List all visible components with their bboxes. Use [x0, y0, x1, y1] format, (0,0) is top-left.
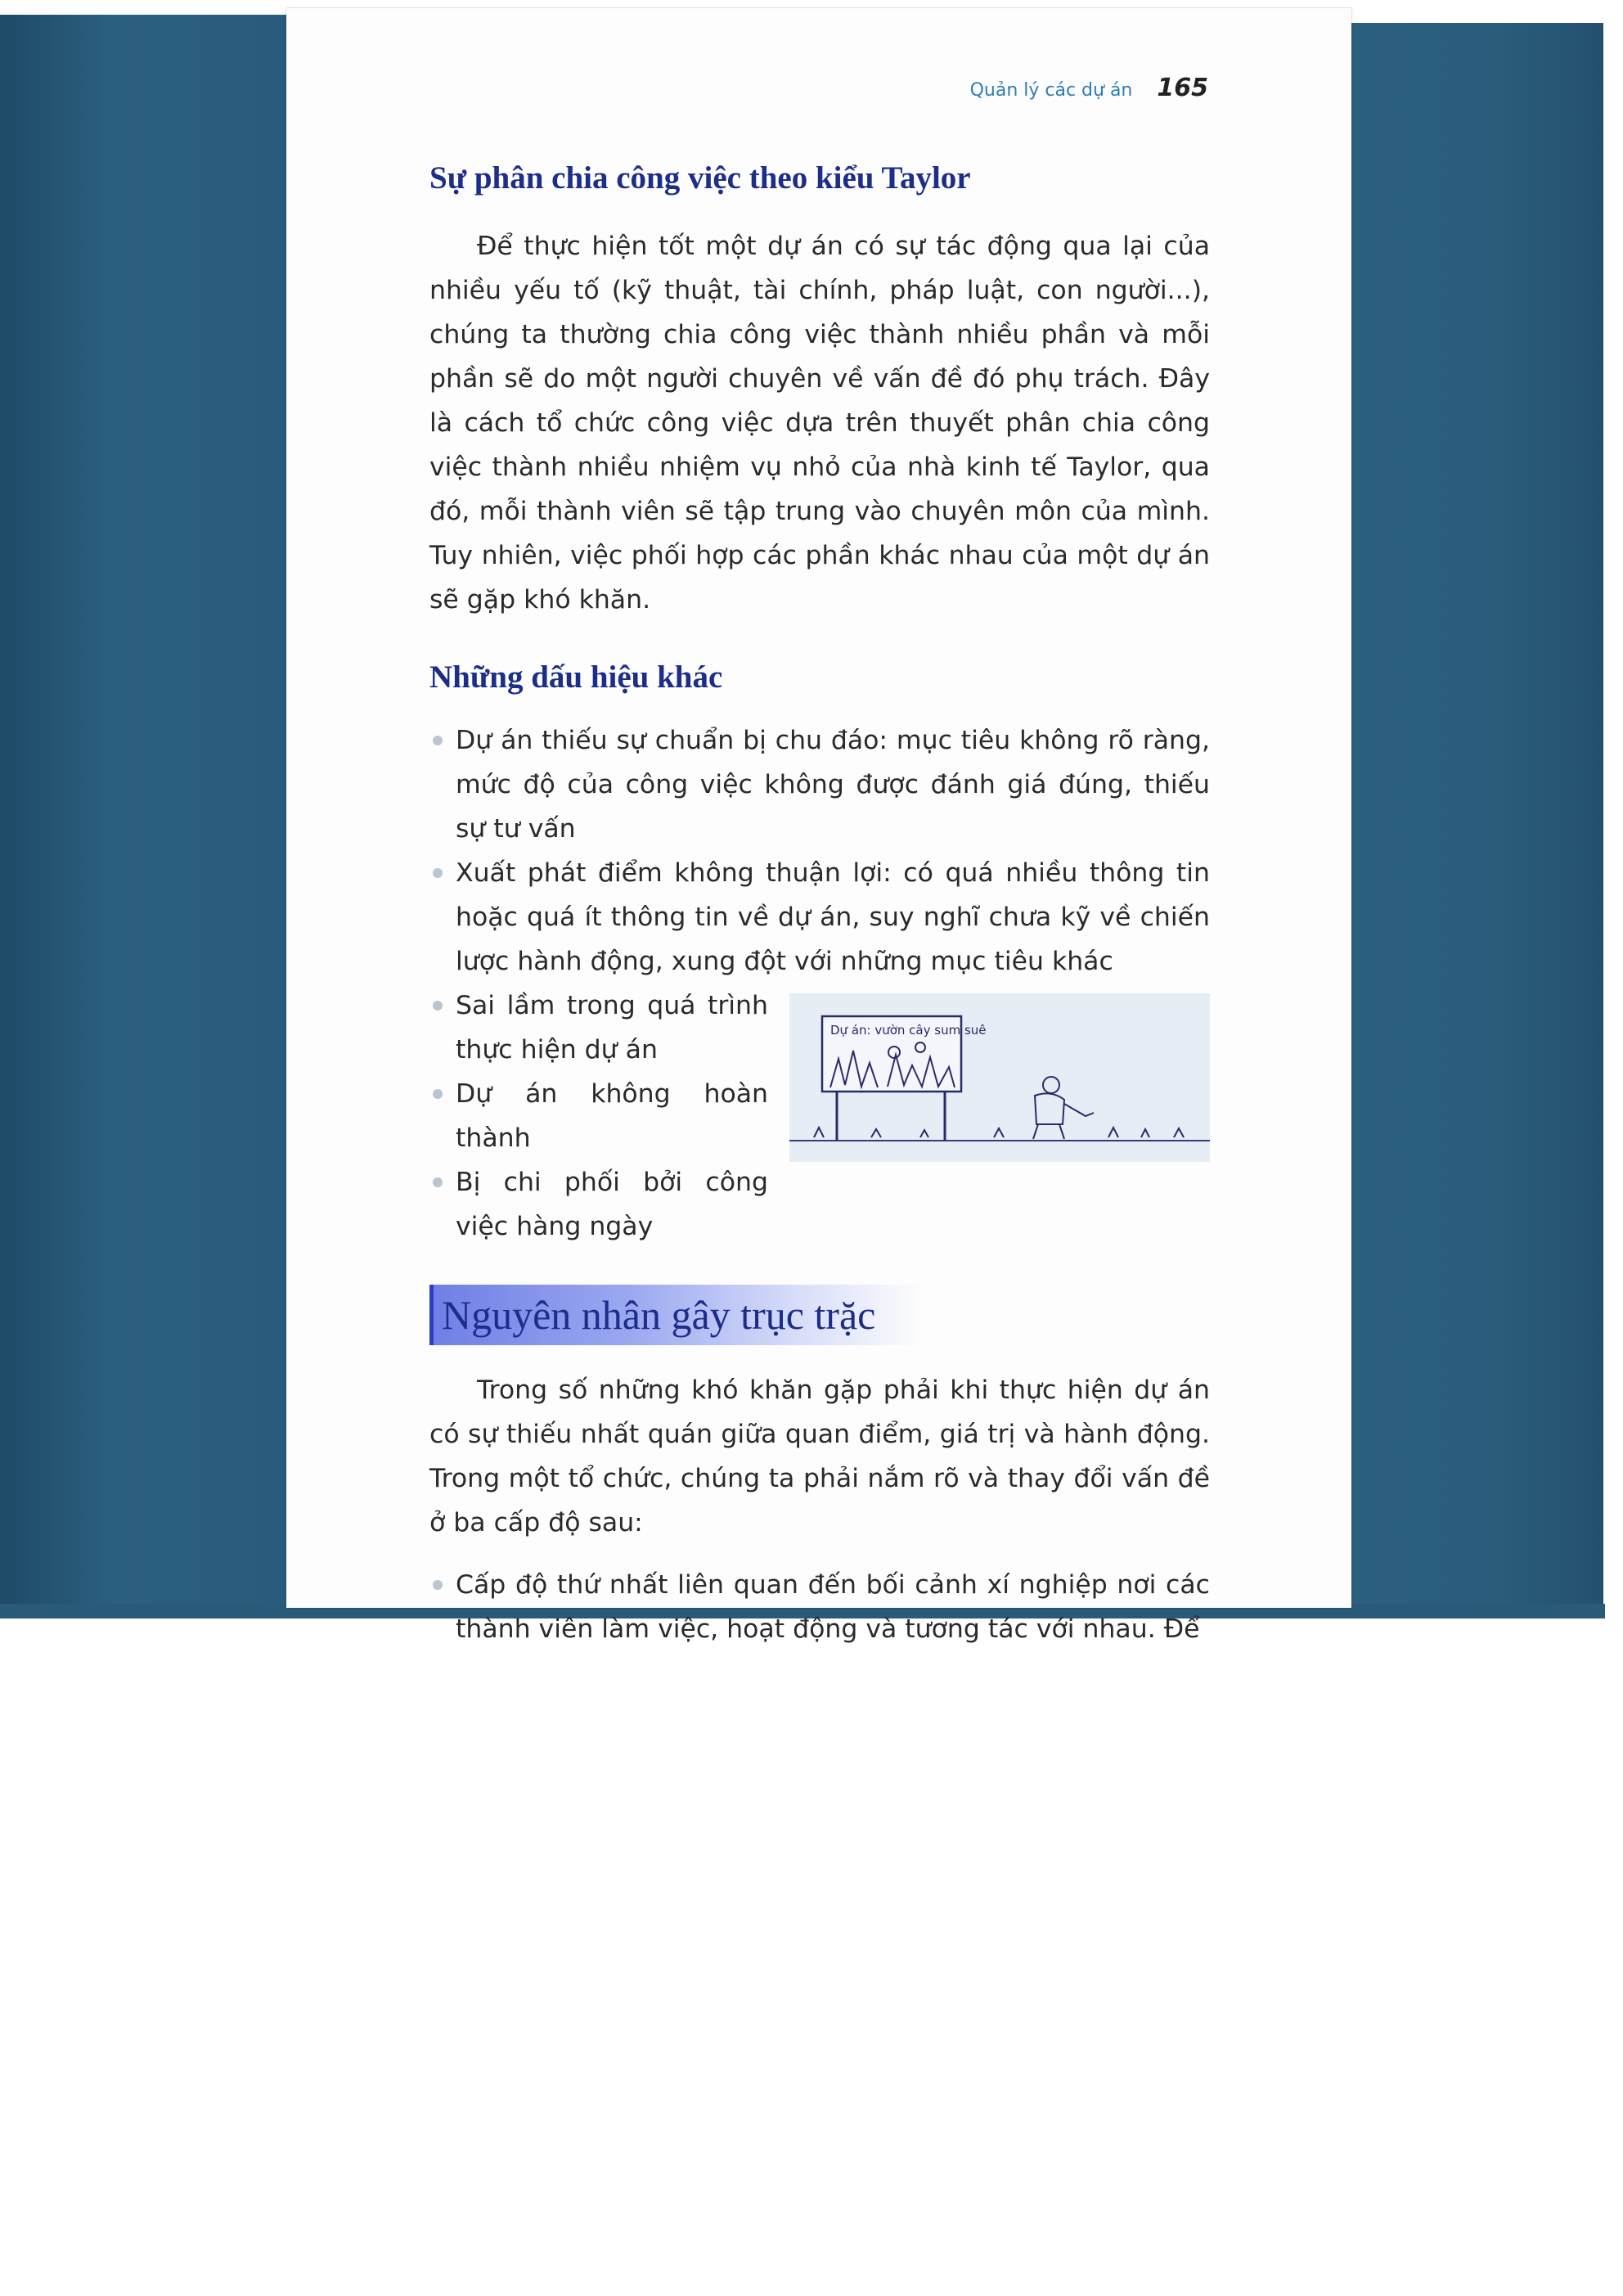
bullet-icon	[433, 1580, 443, 1590]
scan-background-left	[0, 15, 286, 1614]
list-item	[429, 718, 1210, 851]
page-content	[429, 155, 1210, 1651]
causes-paragraph: Trong số những khó khăn gặp phải khi thực hiện dự án có sự thiếu nhất quán giữa quan điểm, giá trị và hành động. Trong một tổ chức, chúng ta phải nắm rõ và thay đổi vấn đề ở ba cấp độ sau:	[429, 1375, 1210, 1537]
bullet-icon	[433, 736, 443, 745]
list-item	[429, 851, 1210, 984]
section-heading-causes: Nguyên nhân gây trục trặc	[442, 1292, 876, 1338]
signs-list	[429, 718, 1210, 984]
bullet-text: Dự án không hoàn thành	[456, 1079, 768, 1153]
bullet-text: Bị chi phối bởi công việc hàng ngày	[456, 1168, 768, 1241]
list-item	[429, 984, 768, 1072]
bullet-icon	[433, 868, 443, 878]
garden-project-illustration	[789, 993, 1210, 1162]
bullet-text: Dự án thiếu sự chuẩn bị chu đáo: mục tiêu không rõ ràng, mức độ của công việc không được đánh giá đúng, thiếu sự tư vấn	[456, 726, 1210, 844]
section-heading-taylor: Sự phân chia công việc theo kiểu Taylor	[429, 160, 971, 196]
bullet-text: Cấp độ thứ nhất liên quan đến bối cảnh xí nghiệp nơi các thành viên làm việc, hoạt động và tương tác với nhau. Để	[456, 1570, 1210, 1644]
list-item	[429, 1072, 768, 1160]
bullet-icon	[433, 1089, 443, 1099]
section-heading-signs: Những dấu hiệu khác	[429, 660, 723, 695]
running-header	[970, 74, 1208, 102]
bullet-text: Sai lầm trong quá trình thực hiện dự án	[456, 991, 768, 1065]
book-page	[286, 8, 1351, 1644]
garden-sign-drawing	[789, 993, 1210, 1162]
page-number: 165	[1157, 74, 1208, 102]
running-title: Quản lý các dự án	[969, 80, 1133, 101]
taylor-paragraph: Để thực hiện tốt một dự án có sự tác động qua lại của nhiều yếu tố (kỹ thuật, tài chính, pháp luật, con người...), chúng ta thường chia công việc thành nhiều phần và mỗi phần sẽ do một người chuyên về vấn đề đó phụ trách. Đây là cách tổ chức công việc dựa trên thuyết phân chia công việc thành nhiều nhiệm vụ nhỏ của nhà kinh tế Taylor, qua đó, mỗi thành viên sẽ tập trung vào chuyên môn của mình. Tuy nhiên, việc phối hợp các phần khác nhau của một dự án sẽ gặp khó khăn.	[429, 232, 1210, 615]
section-banner-causes	[429, 1285, 923, 1345]
bullet-text: Xuất phát điểm không thuận lợi: có quá nhiều thông tin hoặc quá ít thông tin về dự án, suy nghĩ chưa kỹ về chiến lược hành động, xung đột với những mục tiêu khác	[456, 858, 1210, 976]
causes-list	[429, 1563, 1210, 1651]
signs-with-illustration	[429, 984, 1210, 1249]
bullet-icon	[433, 1177, 443, 1187]
list-item	[429, 1563, 1210, 1651]
list-item	[429, 1160, 768, 1249]
bullet-icon	[433, 1001, 443, 1011]
scan-background-right	[1350, 23, 1603, 1618]
sign-text: Dự án: vườn cây sum suê	[830, 1023, 987, 1038]
signs-list-continued	[429, 984, 768, 1249]
